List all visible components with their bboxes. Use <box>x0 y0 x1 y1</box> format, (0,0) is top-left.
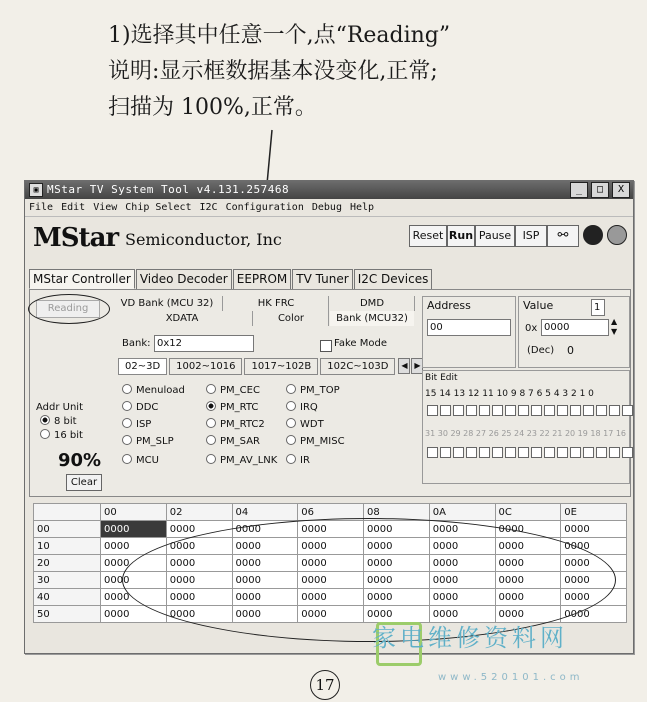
value-input[interactable]: 0000 <box>541 319 609 336</box>
window-title: MStar TV System Tool v4.131.257468 <box>47 183 290 196</box>
radio-pm-sar[interactable]: PM_SAR <box>206 435 260 447</box>
register-cell[interactable]: 0000 <box>495 555 561 572</box>
clear-button[interactable]: Clear <box>66 474 102 491</box>
register-cell[interactable]: 0000 <box>298 606 364 623</box>
register-cell[interactable]: 0000 <box>429 572 495 589</box>
radio-pm-top[interactable]: PM_TOP <box>286 384 340 396</box>
radio-pm-slp[interactable]: PM_SLP <box>122 435 174 447</box>
dec-value: 0 <box>567 344 574 357</box>
register-cell[interactable]: 0000 <box>298 555 364 572</box>
register-cell[interactable]: 0000 <box>298 589 364 606</box>
register-cell[interactable]: 0000 <box>364 538 430 555</box>
address-label: Address <box>427 299 471 312</box>
subtab-xdata[interactable]: XDATA <box>112 311 253 326</box>
menu-file[interactable]: File <box>29 202 54 213</box>
bit-numbers-low: 15 14 13 12 11 10 9 8 7 6 5 4 3 2 1 0 <box>425 389 594 399</box>
caption-line-3: 扫描为 100%,正常。 <box>108 95 317 120</box>
isp-button[interactable]: ISP <box>515 225 547 247</box>
radio-wdt[interactable]: WDT <box>286 418 324 430</box>
addr-unit-group <box>36 402 83 441</box>
value-spin-input[interactable]: 1 <box>591 299 605 316</box>
stop-icon[interactable] <box>583 225 603 245</box>
register-cell[interactable]: 0000 <box>495 606 561 623</box>
register-cell[interactable]: 0000 <box>364 606 430 623</box>
caption-line-1: 1)选择其中任意一个,点“Reading” <box>108 23 451 48</box>
register-cell[interactable]: 0000 <box>298 521 364 538</box>
subtab-vd-bank[interactable]: VD Bank (MCU 32) <box>112 296 223 311</box>
register-cell[interactable]: 0000 <box>232 572 298 589</box>
range-tab-1017-102b[interactable]: 1017~102B <box>244 358 318 375</box>
register-cell[interactable]: 0000 <box>561 572 627 589</box>
menu-configuration[interactable]: Configuration <box>225 202 304 213</box>
connect-icon[interactable]: ⚯ <box>547 225 579 247</box>
fake-mode-checkbox[interactable] <box>320 340 332 352</box>
register-cell[interactable]: 0000 <box>429 555 495 572</box>
radio-16-bit[interactable]: 16 bit <box>40 429 83 441</box>
reading-button[interactable]: Reading <box>36 300 100 318</box>
maximize-button[interactable]: □ <box>591 182 609 198</box>
dec-label: (Dec) <box>527 345 555 356</box>
bit-numbers-high: 31 30 29 28 27 26 25 24 23 22 21 20 19 18 17 16 <box>425 429 627 438</box>
radio-isp[interactable]: ISP <box>122 418 151 430</box>
register-cell[interactable]: 0000 <box>232 555 298 572</box>
subtab-color[interactable]: Color <box>254 311 329 326</box>
range-tab-102c-103d[interactable]: 102C~103D <box>320 358 395 375</box>
register-cell[interactable]: 0000 <box>364 589 430 606</box>
row-address: 10 <box>34 538 101 555</box>
register-cell[interactable]: 0000 <box>101 521 167 538</box>
radio-8-bit[interactable]: 8 bit <box>40 415 83 427</box>
register-cell[interactable]: 0000 <box>561 589 627 606</box>
hex-prefix: 0x <box>525 323 538 334</box>
range-tab-02-3d[interactable]: 02~3D <box>118 358 167 375</box>
mstar-logo: MStar <box>33 223 119 253</box>
logo-subtitle: Semiconductor, Inc <box>125 230 282 249</box>
register-cell[interactable]: 0000 <box>101 606 167 623</box>
radio-menuload[interactable]: Menuload <box>122 384 185 396</box>
radio-irq[interactable]: IRQ <box>286 401 318 413</box>
value-label: Value <box>523 299 554 312</box>
bit-checkboxes-low[interactable] <box>427 405 633 416</box>
register-cell[interactable]: 0000 <box>166 538 232 555</box>
register-cell[interactable]: 0000 <box>495 589 561 606</box>
register-cell[interactable]: 0000 <box>101 538 167 555</box>
register-cell[interactable]: 0000 <box>429 589 495 606</box>
range-tabs <box>118 358 423 375</box>
register-cell[interactable]: 0000 <box>561 555 627 572</box>
radio-mcu[interactable]: MCU <box>122 454 159 466</box>
menu-edit[interactable]: Edit <box>61 202 86 213</box>
address-group <box>422 296 516 368</box>
watermark-text: 家电维修资料网 <box>372 624 568 652</box>
register-cell[interactable]: 0000 <box>429 521 495 538</box>
menu-i2c[interactable]: I2C <box>199 202 218 213</box>
register-cell[interactable]: 0000 <box>364 555 430 572</box>
row-address: 30 <box>34 572 101 589</box>
subtab-hk-frc[interactable]: HK FRC <box>224 296 329 311</box>
row-address: 20 <box>34 555 101 572</box>
register-cell[interactable]: 0000 <box>298 572 364 589</box>
subtab-bank-mcu32[interactable]: Bank (MCU32) <box>330 311 414 326</box>
register-cell[interactable]: 0000 <box>561 606 627 623</box>
row-address: 50 <box>34 606 101 623</box>
register-cell[interactable]: 0000 <box>101 555 167 572</box>
subtab-dmd[interactable]: DMD <box>330 296 415 311</box>
spinner-icon[interactable]: ▲ ▼ <box>611 317 618 336</box>
register-cell[interactable]: 0000 <box>166 555 232 572</box>
fake-mode-label: Fake Mode <box>334 338 387 349</box>
register-cell[interactable]: 0000 <box>364 521 430 538</box>
radio-pm-rtc2[interactable]: PM_RTC2 <box>206 418 265 430</box>
grid-col-header: 00 <box>101 504 167 521</box>
logo-row <box>25 217 633 253</box>
address-input[interactable]: 00 <box>427 319 511 336</box>
register-cell[interactable]: 0000 <box>166 606 232 623</box>
grid-col-header: 0A <box>429 504 495 521</box>
grid-col-header: 08 <box>364 504 430 521</box>
radio-pm-misc[interactable]: PM_MISC <box>286 435 345 447</box>
controller-panel <box>29 289 631 497</box>
app-icon: ▣ <box>29 183 43 197</box>
progress-percent: 90% <box>58 450 102 471</box>
register-cell[interactable]: 0000 <box>364 572 430 589</box>
register-cell[interactable]: 0000 <box>298 538 364 555</box>
bit-edit-label: Bit Edit <box>425 373 458 383</box>
register-cell[interactable]: 0000 <box>561 521 627 538</box>
bank-input[interactable]: 0x12 <box>154 335 254 352</box>
register-cell[interactable]: 0000 <box>101 589 167 606</box>
grid-col-header <box>34 504 101 521</box>
arrow-left-icon[interactable]: ◀ <box>398 358 410 374</box>
register-cell[interactable]: 0000 <box>232 589 298 606</box>
tab-eeprom[interactable]: EEPROM <box>233 269 292 289</box>
menu-debug[interactable]: Debug <box>311 202 342 213</box>
status-light-icon <box>607 225 627 245</box>
bank-subtabs <box>112 296 414 330</box>
run-button[interactable]: Run <box>447 225 475 247</box>
menu-chip-select[interactable]: Chip Select <box>125 202 192 213</box>
register-cell[interactable]: 0000 <box>232 538 298 555</box>
bank-label: Bank: <box>122 338 151 349</box>
register-cell[interactable]: 0000 <box>495 538 561 555</box>
title-bar <box>25 181 633 199</box>
bit-checkboxes-high[interactable] <box>427 447 633 458</box>
menu-help[interactable]: Help <box>349 202 375 213</box>
watermark-url: www.520101.com <box>438 672 584 683</box>
menu-view[interactable]: View <box>93 202 118 213</box>
radio-ddc[interactable]: DDC <box>122 401 158 413</box>
tab-video-decoder[interactable]: Video Decoder <box>136 269 232 289</box>
register-cell[interactable]: 0000 <box>429 538 495 555</box>
tab-tv-tuner[interactable]: TV Tuner <box>292 269 352 289</box>
register-cell[interactable]: 0000 <box>232 606 298 623</box>
reading-highlight-ring <box>28 294 110 324</box>
row-address: 40 <box>34 589 101 606</box>
register-cell[interactable]: 0000 <box>101 572 167 589</box>
register-cell[interactable]: 0000 <box>495 572 561 589</box>
radio-pm-av-lnk[interactable]: PM_AV_LNK <box>206 454 277 466</box>
row-address: 00 <box>34 521 101 538</box>
register-cell[interactable]: 0000 <box>495 521 561 538</box>
arrow-right-icon[interactable]: ▶ <box>411 358 423 374</box>
register-cell[interactable]: 0000 <box>166 521 232 538</box>
pause-button[interactable]: Pause <box>475 225 515 247</box>
register-cell[interactable]: 0000 <box>232 521 298 538</box>
grid-col-header: 02 <box>166 504 232 521</box>
register-cell[interactable]: 0000 <box>166 572 232 589</box>
register-cell[interactable]: 0000 <box>561 538 627 555</box>
page-number: 17 <box>310 670 340 700</box>
reset-button[interactable]: Reset <box>409 225 447 247</box>
addr-unit-title: Addr Unit <box>36 402 84 413</box>
grid-col-header: 04 <box>232 504 298 521</box>
radio-pm-rtc[interactable]: PM_RTC <box>206 401 258 413</box>
menu-bar <box>25 199 633 217</box>
minimize-button[interactable]: _ <box>570 182 588 198</box>
grid-col-header: 0E <box>561 504 627 521</box>
radio-pm-cec[interactable]: PM_CEC <box>206 384 260 396</box>
register-cell[interactable]: 0000 <box>429 606 495 623</box>
grid-col-header: 0C <box>495 504 561 521</box>
caption-line-2: 说明:显示框数据基本没变化,正常; <box>108 59 438 84</box>
range-tab-1002-1016[interactable]: 1002~1016 <box>169 358 242 375</box>
radio-ir[interactable]: IR <box>286 454 310 466</box>
close-button[interactable]: X <box>612 182 630 198</box>
value-group <box>518 296 630 368</box>
grid-col-header: 06 <box>298 504 364 521</box>
main-tabs <box>29 269 433 289</box>
register-cell[interactable]: 0000 <box>166 589 232 606</box>
bit-edit-group <box>422 370 630 484</box>
tab-i2c-devices[interactable]: I2C Devices <box>354 269 433 289</box>
tab-mstar-controller[interactable]: MStar Controller <box>29 269 135 289</box>
